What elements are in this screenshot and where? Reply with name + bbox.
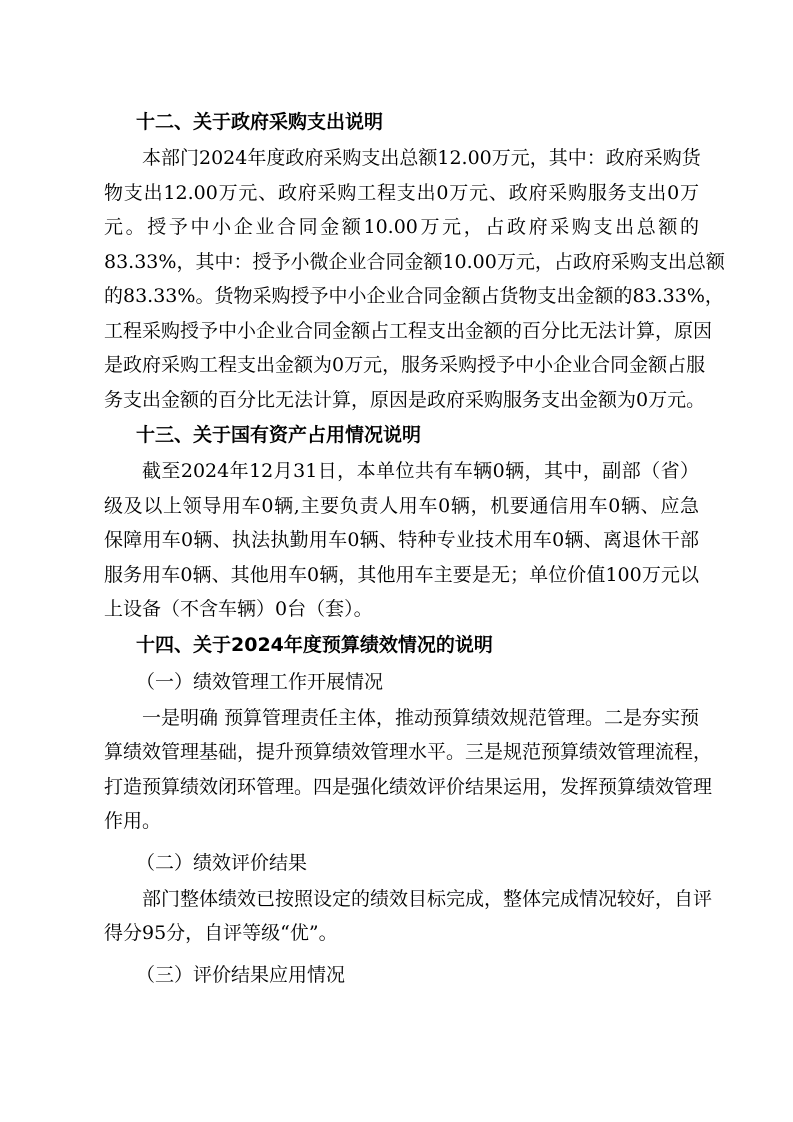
- section-14-sub3-heading: （三）评价结果应用情况: [136, 963, 346, 986]
- section-12-paragraph: [104, 141, 725, 417]
- paragraph-line: 工程采购授予中小企业合同金额占工程支出金额的百分比无法计算，原因: [104, 319, 713, 342]
- paragraph-line: 物支出12.00万元、政府采购工程支出0万元、政府采购服务支出0万: [104, 181, 699, 204]
- document-page: [104, 104, 725, 994]
- paragraph-line: 元。授予中小企业合同金额10.00万元，占政府采购支出总额的: [104, 216, 699, 238]
- section-14-sub2-paragraph: [104, 882, 713, 951]
- section-12-heading: 十二、关于政府采购支出说明: [136, 111, 384, 133]
- paragraph-line: 级及以上领导用车0辆,主要负责人用车0辆，机要通信用车0辆、应急: [104, 494, 699, 517]
- paragraph-line: 保障用车0辆、执法执勤用车0辆、特种专业技术用车0辆、离退休干部: [104, 529, 699, 551]
- section-14-sub1-heading: （一）绩效管理工作开展情况: [136, 670, 384, 693]
- section-13-heading: 十三、关于国有资产占用情况说明: [136, 424, 422, 446]
- paragraph-line: 的83.33%。货物采购授予中小企业合同金额占货物支出金额的83.33%，: [104, 285, 724, 307]
- section-14-sub2-heading: （二）绩效评价结果: [136, 851, 308, 874]
- section-14-sub1-paragraph: [104, 701, 713, 839]
- paragraph-line: 部门整体绩效已按照设定的绩效目标完成，整体完成情况较好，自评: [142, 887, 713, 910]
- paragraph-line: 打造预算绩效闭环管理。四是强化绩效评价结果运用，发挥预算绩效管理: [104, 775, 713, 798]
- paragraph-line: 上设备（不含车辆）0台（套）。: [104, 598, 373, 620]
- paragraph-line: 是政府采购工程支出金额为0万元，服务采购授予中小企业合同金额占服: [104, 354, 706, 376]
- paragraph-line: 务支出金额的百分比无法计算，原因是政府采购服务支出金额为0万元。: [104, 388, 706, 411]
- paragraph-line: 得分95分，自评等级“优”。: [104, 922, 338, 944]
- section-13-paragraph: [104, 454, 699, 627]
- paragraph-line: 一是明确 预算管理责任主体，推动预算绩效规范管理。二是夯实预: [142, 706, 700, 729]
- paragraph-line: 算绩效管理基础，提升预算绩效管理水平。三是规范预算绩效管理流程，: [104, 741, 713, 763]
- paragraph-line: 本部门2024年度政府采购支出总额12.00万元，其中：政府采购货: [142, 147, 701, 169]
- paragraph-line: 作用。: [104, 810, 162, 832]
- paragraph-line: 83.33%，其中：授予小微企业合同金额10.00万元，占政府采购支出总额: [104, 250, 725, 273]
- section-14-heading: 十四、关于2024年度预算绩效情况的说明: [136, 633, 493, 656]
- paragraph-line: 截至2024年12月31日，本单位共有车辆0辆，其中，副部（省）: [142, 460, 699, 482]
- paragraph-line: 服务用车0辆、其他用车0辆，其他用车主要是无；单位价值100万元以: [104, 563, 699, 586]
